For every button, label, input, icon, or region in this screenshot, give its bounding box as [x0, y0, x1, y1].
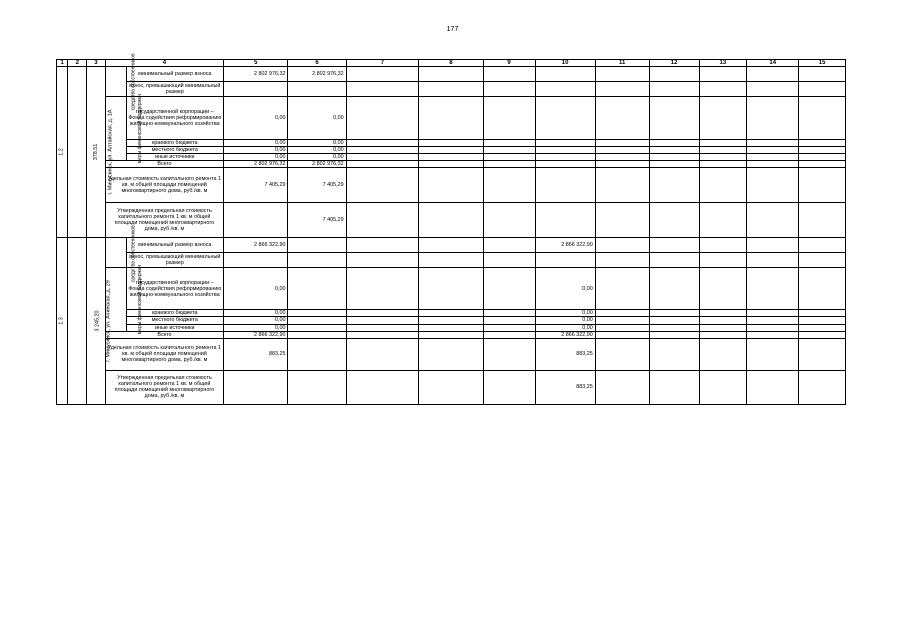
capital-repair-table — [56, 53, 846, 405]
cell-c10: 2 866 322,90 — [535, 331, 595, 338]
cell-c6: 0,00 — [288, 147, 346, 154]
table-row — [57, 147, 846, 154]
col-header-4: 4 — [105, 60, 223, 67]
min-fee-label: минимальный размер взноса — [126, 67, 224, 82]
cell-c6: 7 405,29 — [288, 203, 346, 238]
min-fee-label: минимальный размер взноса — [126, 238, 224, 253]
col-header-11: 11 — [595, 60, 649, 67]
cell-c6 — [288, 331, 346, 338]
other-sources-label: иные источники — [126, 324, 224, 331]
table-row — [57, 253, 846, 268]
cell-c10 — [535, 140, 595, 147]
limit-cost-label: Утвержденная предельная стоимость капитального ремонта 1 кв. м общей площади помещений многоквартирного дома, руб./кв. м — [105, 370, 223, 404]
table-row — [57, 310, 846, 317]
cell-c5: 2 866 322,90 — [224, 331, 288, 338]
table-row — [57, 168, 846, 203]
cell-c10 — [535, 82, 595, 97]
table-row — [57, 268, 846, 310]
col-header-6: 6 — [288, 60, 346, 67]
cell-c5: 0,00 — [224, 317, 288, 324]
group-1-3 — [57, 225, 846, 404]
col-header-1: 1 — [57, 60, 68, 67]
cell-c5: 2 866 322,90 — [224, 238, 288, 253]
limit-cost-label: Утвержденная предельная стоимость капитального ремонта 1 кв. м общей площади помещений многоквартирного дома, руб./кв. м — [105, 203, 223, 238]
col-header-13: 13 — [699, 60, 747, 67]
cell-c10: 0,00 — [535, 310, 595, 317]
cell-c6 — [288, 253, 346, 268]
col-header-14: 14 — [747, 60, 799, 67]
address-cell: г. Минусинск, ул. Алтайская, д. 1А — [68, 67, 87, 238]
cell-c10 — [535, 203, 595, 238]
cell-c5: 7 405,29 — [224, 168, 288, 203]
cell-c6: 0,00 — [288, 97, 346, 140]
table-row — [57, 67, 846, 82]
unit-cost-label: Удельная стоимость капитального ремонта 1 кв. м общей площади помещений многоквартирного дома, руб./кв. м — [105, 338, 223, 370]
cell-c6 — [288, 238, 346, 253]
regional-budget-label: краевого бюджета — [126, 140, 224, 147]
table-row — [57, 140, 846, 147]
cell-c5 — [224, 82, 288, 97]
table-row — [57, 154, 846, 161]
cell-c5: 0,00 — [224, 310, 288, 317]
fund-label: государственной корпорации – Фонда содействия реформированию жилищно-коммунального хозяйства — [126, 97, 224, 140]
row-number: 1.3 — [57, 238, 68, 404]
cell-c10: 883,25 — [535, 338, 595, 370]
local-budget-label: местного бюджета — [126, 317, 224, 324]
table-row — [57, 161, 846, 168]
fund-label: государственной корпорации – Фонда содействия реформированию жилищно-коммунального хозяйства — [126, 268, 224, 310]
cell-c5: 0,00 — [224, 154, 288, 161]
col-header-8: 8 — [419, 60, 483, 67]
cell-c10: 0,00 — [535, 324, 595, 331]
col-header-2: 2 — [68, 60, 87, 67]
total-label: Всего — [105, 331, 223, 338]
header-row — [57, 60, 846, 67]
cell-c5: 883,25 — [224, 338, 288, 370]
cell-c10 — [535, 253, 595, 268]
excess-fee-label: взнос, превышающий минимальный размер — [126, 82, 224, 97]
cell-c6 — [288, 324, 346, 331]
financial-support-label: меры финансовой поддержки — [105, 97, 126, 161]
cell-c10: 883,25 — [535, 370, 595, 404]
cell-c5 — [224, 253, 288, 268]
owners-funds-label: средства собственников — [105, 67, 126, 97]
table-row — [57, 331, 846, 338]
local-budget-label: местного бюджета — [126, 147, 224, 154]
cell-c6: 2 802 976,32 — [288, 67, 346, 82]
cell-c6: 7 405,29 — [288, 168, 346, 203]
cell-c6 — [288, 370, 346, 404]
table-row — [57, 238, 846, 253]
cell-c5 — [224, 370, 288, 404]
cell-c5: 2 802 976,32 — [224, 161, 288, 168]
regional-budget-label: краевого бюджета — [126, 310, 224, 317]
cell-c6 — [288, 338, 346, 370]
table-row — [57, 317, 846, 324]
cell-c6: 2 802 976,32 — [288, 161, 346, 168]
cell-c6 — [288, 310, 346, 317]
cell-c6 — [288, 268, 346, 310]
page-number: 177 — [446, 26, 459, 33]
cell-c6 — [288, 82, 346, 97]
financial-support-label: меры финансовой поддержки — [105, 268, 126, 331]
cell-c10: 2 866 322,90 — [535, 238, 595, 253]
excess-fee-label: взнос, превышающий минимальный размер — [126, 253, 224, 268]
owners-funds-label: средства собственников — [105, 238, 126, 268]
cell-c10: 0,00 — [535, 268, 595, 310]
unit-cost-label: Удельная стоимость капитального ремонта 1 кв. м общей площади помещений многоквартирного дома, руб./кв. м — [105, 168, 223, 203]
table-row — [57, 82, 846, 97]
cell-c10 — [535, 161, 595, 168]
cell-c5: 0,00 — [224, 147, 288, 154]
table-row — [57, 97, 846, 140]
col-header-3: 3 — [87, 60, 106, 67]
col-header-5: 5 — [224, 60, 288, 67]
row-number: 1.2 — [57, 67, 68, 238]
table-row — [57, 338, 846, 370]
address-cell: г. Минусинск, ул. Ачинская, д. 29 — [68, 238, 87, 404]
table-row — [57, 203, 846, 238]
other-sources-label: иные источники — [126, 154, 224, 161]
cell-c5: 2 802 976,32 — [224, 67, 288, 82]
col-header-15: 15 — [799, 60, 846, 67]
cell-c5 — [224, 203, 288, 238]
total-label: Всего — [105, 161, 223, 168]
cell-c10: 0,00 — [535, 317, 595, 324]
area-cell: 378,51 — [87, 67, 106, 238]
col-header-10: 10 — [535, 60, 595, 67]
table-row — [57, 324, 846, 331]
cell-c5: 0,00 — [224, 268, 288, 310]
cell-c5: 0,00 — [224, 324, 288, 331]
col-header-7: 7 — [346, 60, 419, 67]
cell-c5: 0,00 — [224, 97, 288, 140]
col-header-9: 9 — [483, 60, 535, 67]
cell-c10 — [535, 168, 595, 203]
cell-c5: 0,00 — [224, 140, 288, 147]
cell-c10 — [535, 154, 595, 161]
area-cell: 3 245,20 — [87, 238, 106, 404]
cell-c10 — [535, 67, 595, 82]
cell-c10 — [535, 97, 595, 140]
col-header-12: 12 — [649, 60, 699, 67]
cell-c10 — [535, 147, 595, 154]
cell-c6 — [288, 317, 346, 324]
cell-c6: 0,00 — [288, 140, 346, 147]
cell-c6: 0,00 — [288, 154, 346, 161]
table-row — [57, 370, 846, 404]
